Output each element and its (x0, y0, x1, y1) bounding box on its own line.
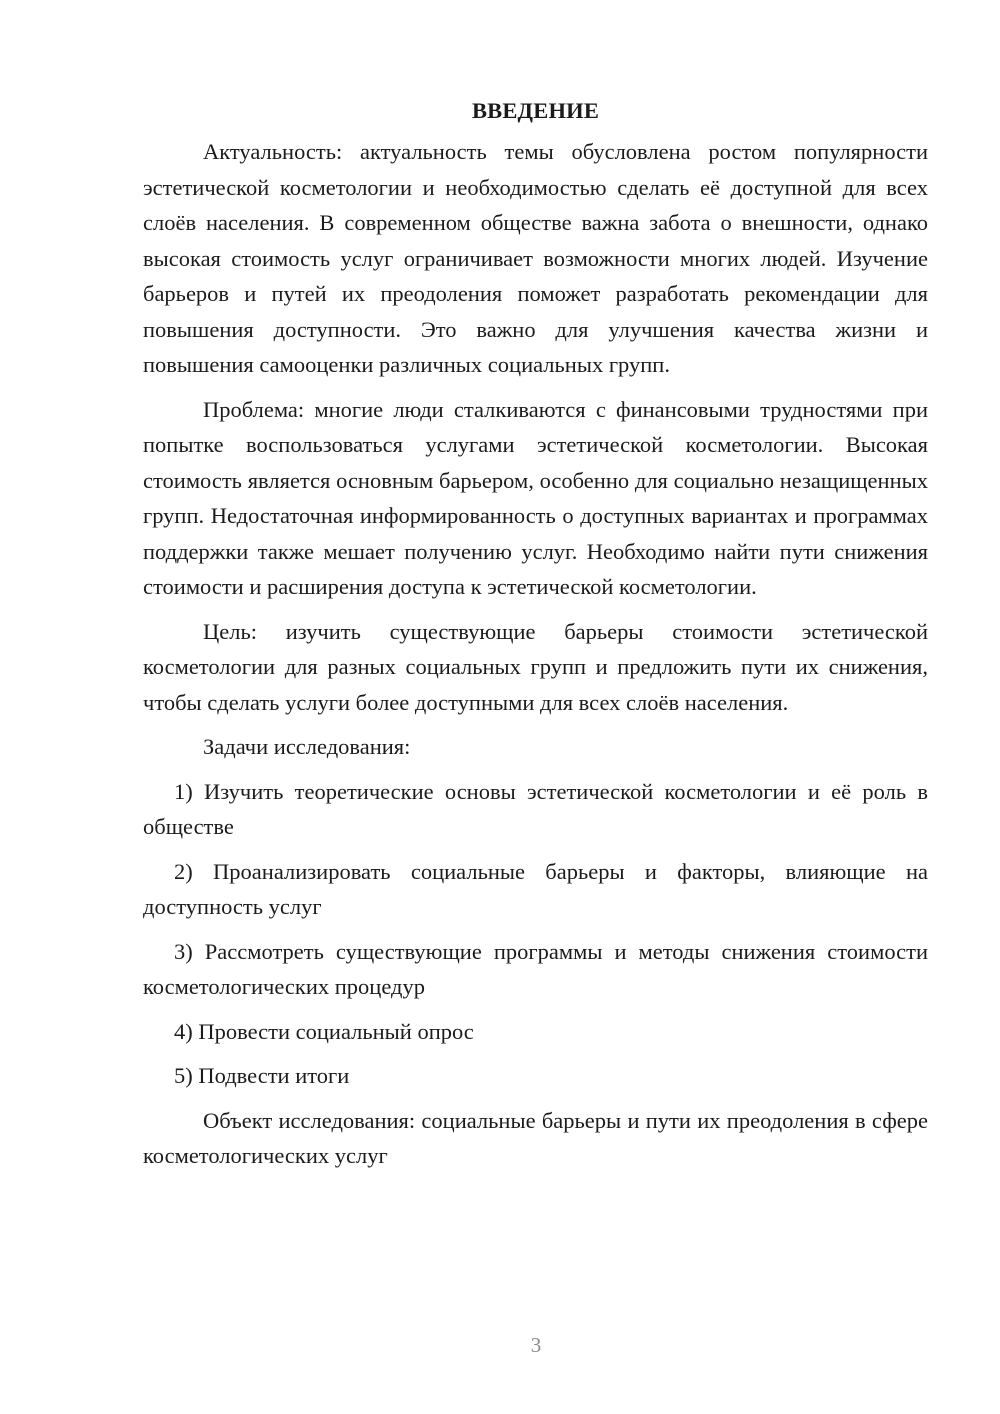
section-title: ВВЕДЕНИЕ (471, 98, 600, 123)
task-item-3: 3) Рассмотреть существующие программы и методы снижения стоимости косметологических процедур (143, 938, 928, 999)
tasks-heading: Задачи исследования: (203, 734, 411, 759)
paragraph-object: Объект исследования: социальные барьеры и пути их преодоления в сфере косметологических услуг (143, 1107, 928, 1168)
task-item-4: 4) Провести социальный опрос (174, 1018, 474, 1044)
page-content (143, 94, 928, 1183)
task-item-1: 1) Изучить теоретические основы эстетической косметологии и её роль в обществе (143, 778, 928, 839)
paragraph-problem: Проблема: многие люди сталкиваются с финансовыми трудностями при попытке воспользоваться услугами эстетической косметологии. Высокая стоимость является основным барьером, особенно для социально незащищенных групп. Недостаточная информированность о доступных вариантах и программах поддержки также мешает получению услуг. Необходимо найти пути снижения стоимости и расширения доступа к эстетической косметологии. (143, 396, 928, 599)
paragraph-goal: Цель: изучить существующие барьеры стоимости эстетической косметологии для разных социальных групп и предложить пути их снижения, чтобы сделать услуги более доступными для всех слоёв населения. (143, 618, 928, 715)
task-item-5: 5) Подвести итоги (174, 1063, 350, 1088)
task-item-2: 2) Проанализировать социальные барьеры и факторы, влияющие на доступность услуг (143, 858, 928, 919)
paragraph-relevance: Актуальность: актуальность темы обусловлена ростом популярности эстетической косметологии и необходимостью сделать её доступной для всех слоёв населения. В современном обществе важна забота о внешности, однако высокая стоимость услуг ограничивает возможности многих людей. Изучение барьеров и путей их преодоления поможет разработать рекомендации для повышения доступности. Это важно для улучшения качества жизни и повышения самооценки различных социальных групп. (143, 139, 928, 377)
page-number: 3 (530, 1333, 542, 1357)
